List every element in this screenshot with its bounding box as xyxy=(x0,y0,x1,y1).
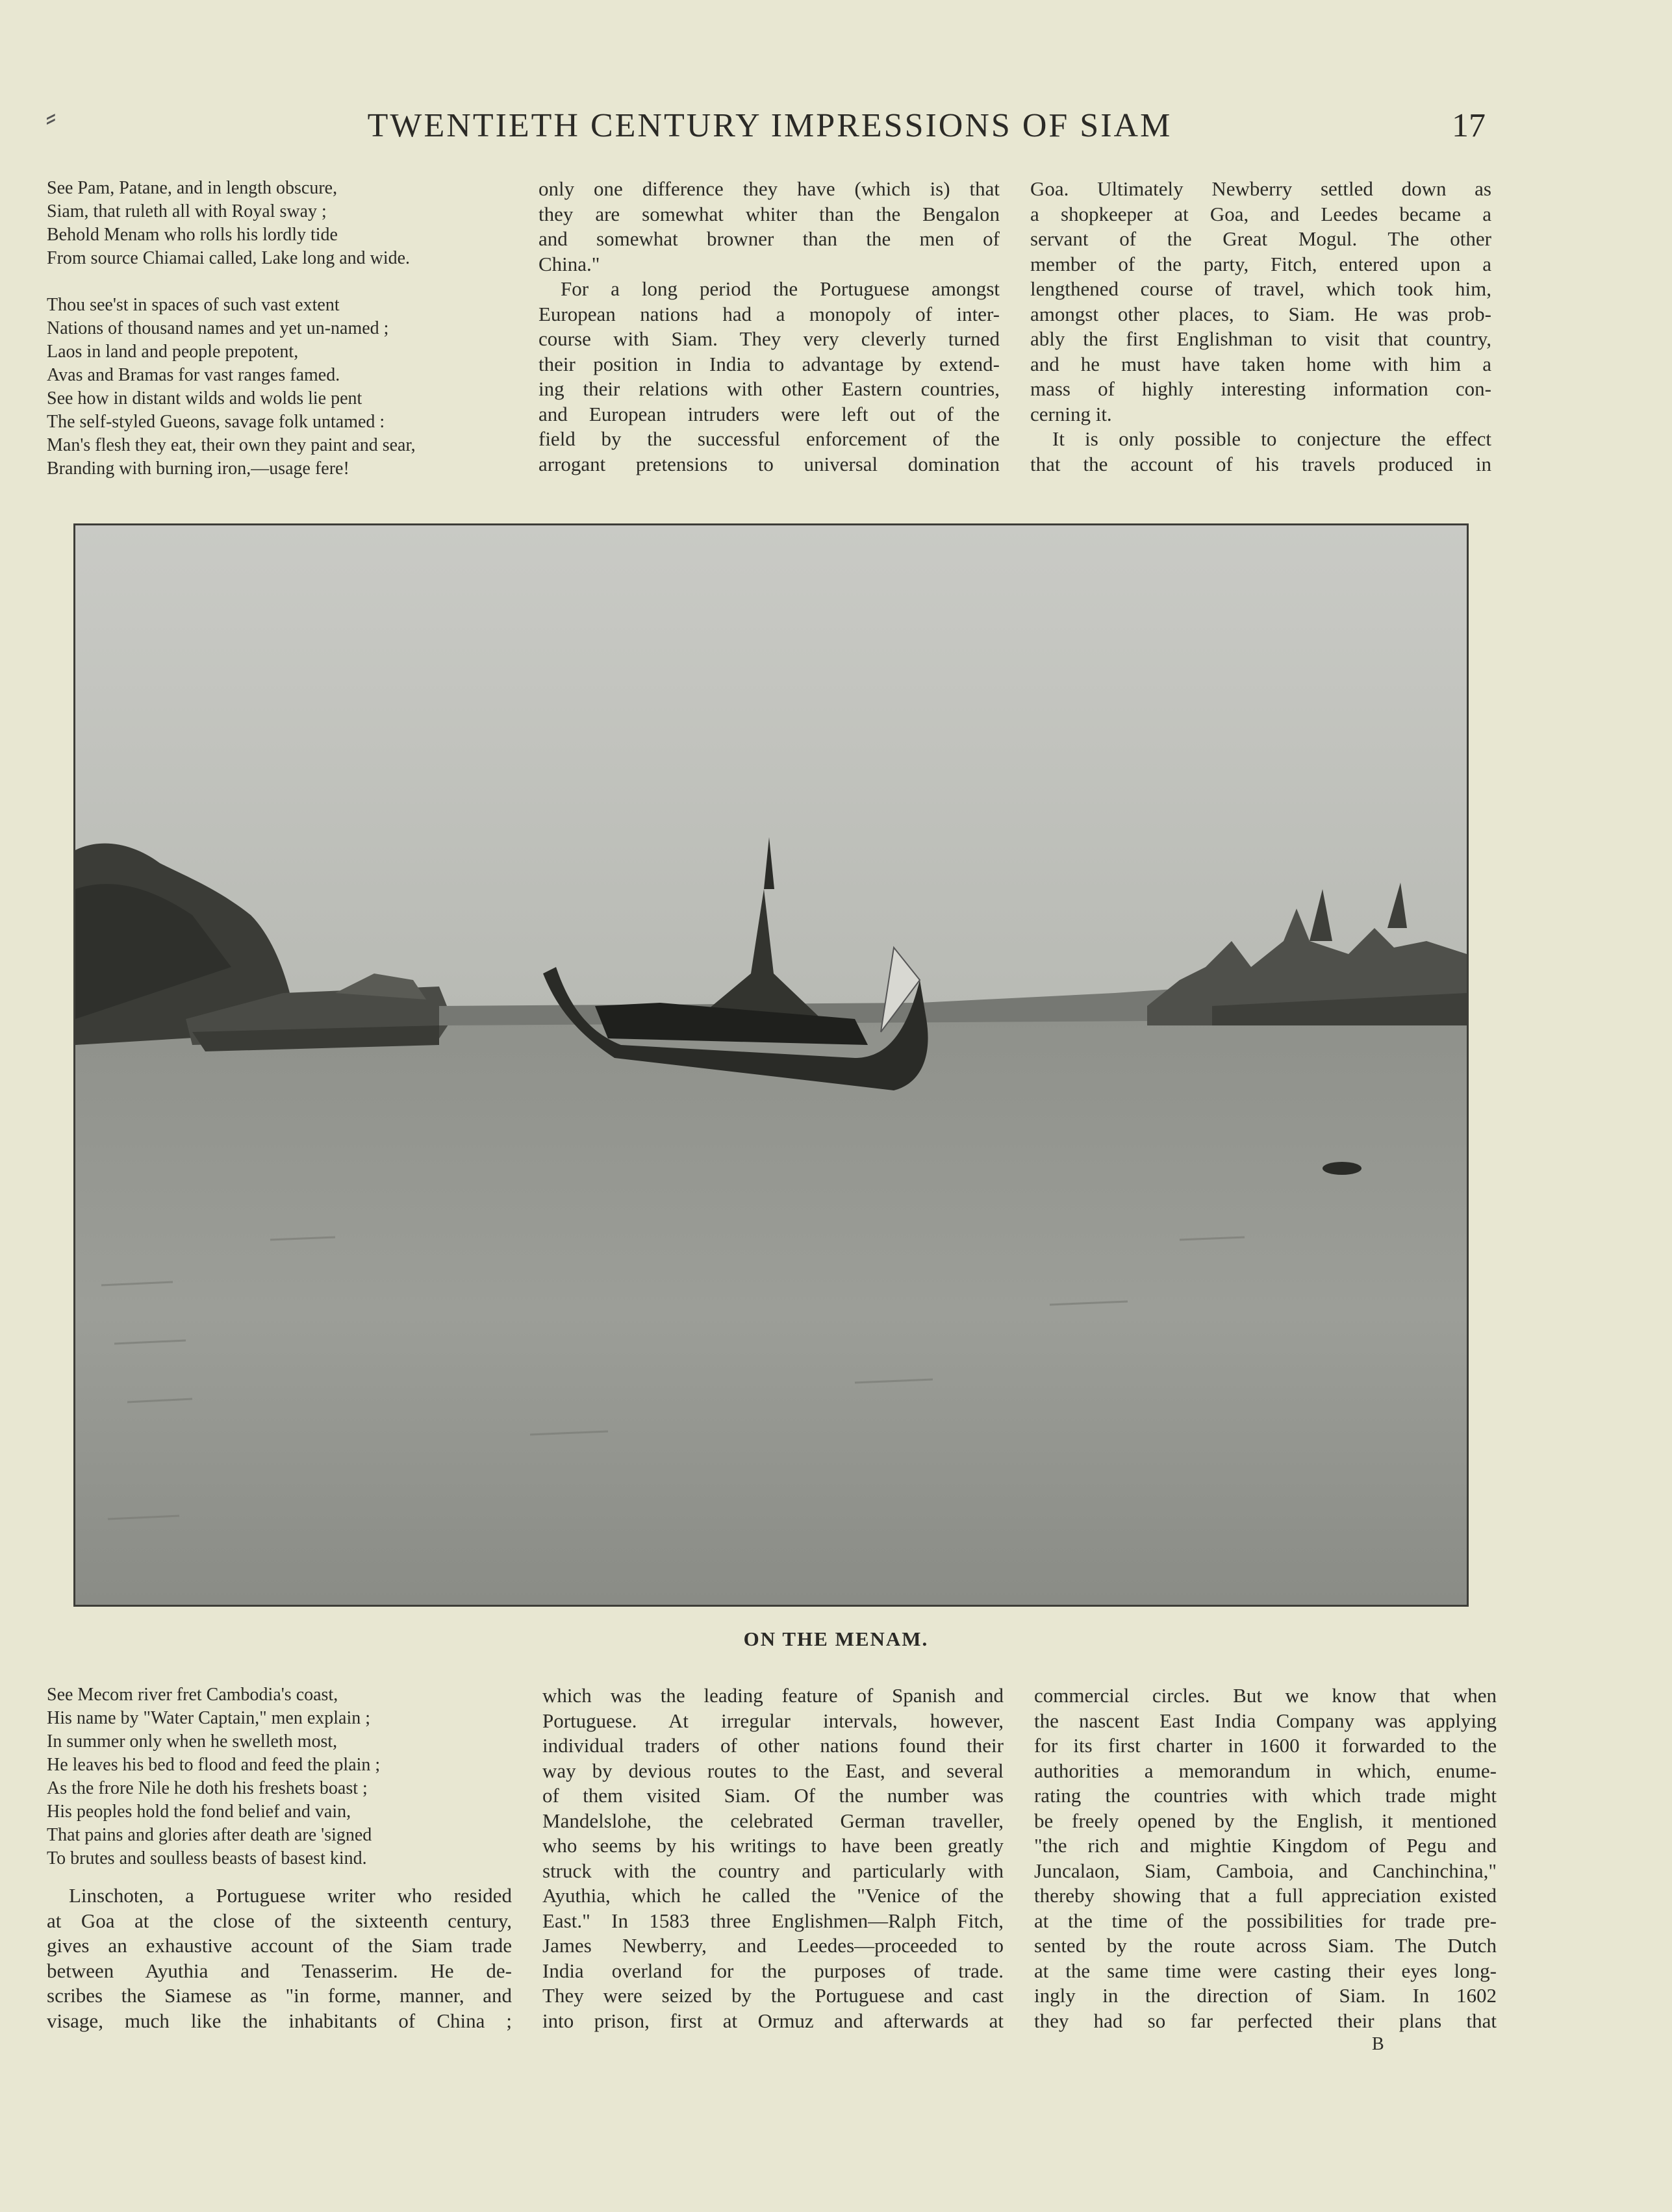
small-boat xyxy=(1323,1162,1362,1175)
text-line: It is only possible to conjecture the effect xyxy=(1052,427,1491,450)
poem-line: Branding with burning iron,—usage fere! xyxy=(47,459,349,479)
text-line: field by the successful enforcement of the xyxy=(538,427,1000,450)
text-line: Mandelslohe, the celebrated German traveller, xyxy=(542,1809,1004,1832)
top-column-2 xyxy=(538,177,1000,477)
text-line: James Newberry, and Leedes—proceeded to xyxy=(542,1934,1004,1957)
poem-stanza xyxy=(47,177,514,270)
text-line: Juncalaon, Siam, Camboia, and Canchinchina," xyxy=(1034,1859,1497,1882)
text-line: between Ayuthia and Tenasserim. He de- xyxy=(47,1959,512,1982)
poem-line: As the frore Nile he doth his freshets boast ; xyxy=(47,1778,368,1798)
text-line: who seems by his writings to have been greatly xyxy=(542,1834,1004,1857)
bottom-poem xyxy=(47,1683,514,1870)
photo-caption: ON THE MENAM. xyxy=(743,1628,929,1650)
poem-line: Behold Menam who rolls his lordly tide xyxy=(47,225,338,245)
poem-line: In summer only when he swelleth most, xyxy=(47,1731,338,1752)
bottom-column-1 xyxy=(47,1883,512,2033)
poem-line: To brutes and soulless beasts of basest kind. xyxy=(47,1848,367,1868)
text-line: Ayuthia, which he called the "Venice of the xyxy=(542,1884,1004,1907)
text-line: which was the leading feature of Spanish and xyxy=(542,1684,1004,1707)
text-line: ably the first Englishman to visit that country, xyxy=(1030,327,1491,350)
text-line: cerning it. xyxy=(1030,402,1112,425)
text-line: of them visited Siam. Of the number was xyxy=(542,1784,1004,1807)
text-line: mass of highly interesting information con- xyxy=(1030,377,1491,400)
bottom-column-3 xyxy=(1034,1683,1497,2033)
poem-line: Siam, that ruleth all with Royal sway ; xyxy=(47,201,327,221)
text-line: and European intruders were left out of the xyxy=(538,402,1000,425)
text-line: servant of the Great Mogul. The other xyxy=(1030,227,1491,250)
text-line: ingly in the direction of Siam. In 1602 xyxy=(1034,1984,1497,2007)
text-line: at the time of the possibilities for trade pre- xyxy=(1034,1909,1497,1932)
text-line: arrogant pretensions to universal domination xyxy=(538,452,1000,475)
text-line: Portuguese. At irregular intervals, however, xyxy=(542,1709,1004,1732)
text-line: Linschoten, a Portuguese writer who resided xyxy=(69,1884,512,1907)
page-number: 17 xyxy=(1452,107,1486,144)
text-line: scribes the Siamese as "in forme, manner, and xyxy=(47,1984,512,2007)
text-line: into prison, first at Ormuz and afterwards at xyxy=(542,2009,1004,2032)
text-line: gives an exhaustive account of the Siam trade xyxy=(47,1934,512,1957)
text-line: struck with the country and particularly with xyxy=(542,1859,1004,1882)
poem-line: The self-styled Gueons, savage folk untamed : xyxy=(47,412,385,432)
poem-line: See Pam, Patane, and in length obscure, xyxy=(47,178,338,198)
text-line: For a long period the Portuguese amongst xyxy=(561,277,1000,300)
text-line: course with Siam. They very cleverly turned xyxy=(538,327,1000,350)
bottom-column-2 xyxy=(542,1683,1004,2033)
text-line: and he must have taken home with him a xyxy=(1030,352,1491,375)
text-line: for its first charter in 1600 it forwarded to the xyxy=(1034,1734,1497,1757)
text-line: amongst other places, to Siam. He was prob- xyxy=(1030,302,1491,325)
text-line: European nations had a monopoly of inter- xyxy=(538,302,1000,325)
poem-line: See Mecom river fret Cambodia's coast, xyxy=(47,1685,338,1705)
text-line: ing their relations with other Eastern countries, xyxy=(538,377,1000,400)
text-line: individual traders of other nations found their xyxy=(542,1734,1004,1757)
poem-line: Man's flesh they eat, their own they paint and sear, xyxy=(47,435,416,455)
text-line: "the rich and mightie Kingdom of Pegu and xyxy=(1034,1834,1497,1857)
text-line: at Goa at the close of the sixteenth century, xyxy=(47,1909,512,1932)
text-line: member of the party, Fitch, entered upon a xyxy=(1030,252,1491,275)
poem-line: See how in distant wilds and wolds lie pent xyxy=(47,388,362,408)
poem-line: Nations of thousand names and yet un-named ; xyxy=(47,318,389,338)
text-line: a shopkeeper at Goa, and Leedes became a xyxy=(1030,202,1491,225)
poem-line: Thou see'st in spaces of such vast extent xyxy=(47,295,340,315)
text-line: East." In 1583 three Englishmen—Ralph Fitch, xyxy=(542,1909,1004,1932)
poem-line: That pains and glories after death are 'signed xyxy=(47,1825,372,1845)
text-line: China." xyxy=(538,252,600,275)
text-line: be freely opened by the English, it mentioned xyxy=(1034,1809,1497,1832)
text-line: rating the countries with which trade might xyxy=(1034,1784,1497,1807)
text-line: commercial circles. But we know that when xyxy=(1034,1684,1497,1707)
text-line: and somewhat browner than the men of xyxy=(538,227,1000,250)
text-line: They were seized by the Portuguese and cast xyxy=(542,1984,1004,2007)
text-line: they had so far perfected their plans that xyxy=(1034,2009,1497,2032)
poem-line: His name by "Water Captain," men explain ; xyxy=(47,1708,371,1728)
poem-line: His peoples hold the fond belief and vain, xyxy=(47,1802,351,1822)
poem-line: From source Chiamai called, Lake long and wide. xyxy=(47,248,411,268)
river-photograph xyxy=(73,523,1469,1607)
top-poem xyxy=(47,177,514,481)
poem-stanza xyxy=(47,294,514,481)
poem-line: Avas and Bramas for vast ranges famed. xyxy=(47,365,340,385)
text-line: they are somewhat whiter than the Bengalon xyxy=(538,202,1000,225)
poem-line: He leaves his bed to flood and feed the plain ; xyxy=(47,1755,381,1775)
text-line: thereby showing that a full appreciation existed xyxy=(1034,1884,1497,1907)
river-water xyxy=(75,1019,1467,1605)
text-line: India overland for the purposes of trade. xyxy=(542,1959,1004,1982)
text-line: Goa. Ultimately Newberry settled down as xyxy=(1030,177,1491,200)
text-line: visage, much like the inhabitants of China ; xyxy=(47,2009,512,2032)
running-header-title: TWENTIETH CENTURY IMPRESSIONS OF SIAM xyxy=(367,107,1172,144)
poem-line: Laos in land and people prepotent, xyxy=(47,342,299,362)
signature-mark: B xyxy=(1372,2034,1385,2054)
text-line: sented by the route across Siam. The Dutch xyxy=(1034,1934,1497,1957)
top-column-3 xyxy=(1030,177,1491,477)
text-line: authorities a memorandum in which, enume- xyxy=(1034,1759,1497,1782)
text-line: the nascent East India Company was applying xyxy=(1034,1709,1497,1732)
text-line: their position in India to advantage by extend- xyxy=(538,352,1000,375)
text-line: that the account of his travels produced in xyxy=(1030,452,1491,475)
text-line: at the same time were casting their eyes long- xyxy=(1034,1959,1497,1982)
text-line: only one difference they have (which is) that xyxy=(538,177,1000,200)
text-line: way by devious routes to the East, and several xyxy=(542,1759,1004,1782)
margin-mark: ⸗ xyxy=(45,98,57,134)
text-line: lengthened course of travel, which took him, xyxy=(1030,277,1491,300)
